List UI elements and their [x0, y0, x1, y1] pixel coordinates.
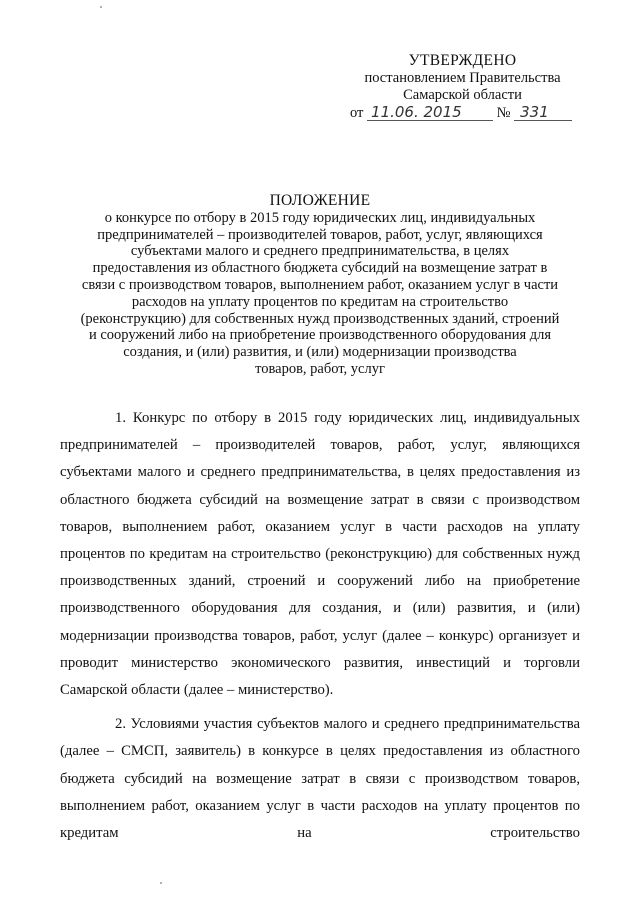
title-line: товаров, работ, услуг — [255, 360, 385, 377]
handwritten-date: 11.06. 2015 — [367, 105, 493, 121]
title-line: расходов на уплату процентов по кредитам на строительство — [131, 293, 509, 310]
document-title-block — [60, 193, 580, 378]
approval-line-1: постановлением Правительства — [364, 69, 561, 86]
title-line: предпринимателей – производителей товаров, работ, услуг, являющихся — [97, 226, 543, 243]
title-line: о конкурсе по отбору в 2015 году юридических лиц, индивидуальных — [104, 209, 536, 226]
number-prefix: № — [496, 104, 511, 121]
handwritten-number: 331 — [514, 105, 572, 121]
approval-date-line — [340, 102, 585, 123]
paragraph-2: 2. Условиями участия субъектов малого и среднего предпринимательства (далее – СМСП, заявитель) в конкурсе в целях предоставления из областного бюджета субсидий на возмещение затрат в связи с производством товаров, выполнением работ, оказанием услуг в части расходов на уплату процентов по кредитам на строительство — [60, 716, 580, 842]
approval-line-2: Самарской области — [403, 87, 522, 103]
title-line: создания, и (или) развития, и (или) модернизации производства — [123, 344, 517, 361]
title-line: связи с производством товаров, выполнением работ, оказанием услуг в части — [81, 276, 559, 293]
title-line: и сооружений либо на приобретение производственного оборудования для — [88, 327, 552, 344]
paragraph-1: 1. Конкурс по отбору в 2015 году юридических лиц, индивидуальных предпринимателей – производителей товаров, работ, услуг, являющихся субъектами малого и среднего предпринимательства, в целях предоставления из областного бюджета субсидий на возмещение затрат в связи с производством товаров, выполнением работ, оказанием услуг в части расходов на уплату процентов по кредитам на строительство (реконструкцию) для собственных нужд производственных зданий, строений и сооружений либо на приобретение производственного оборудования для создания, и (или) развития, и (или) модернизации производства товаров, работ, услуг (далее – конкурс) организует и проводит министерство экономического развития, инвестиций и торговли Самарской области (далее – министерство). — [60, 410, 580, 699]
title-line: субъектами малого и среднего предпринимательства, в целях — [130, 243, 510, 260]
scan-speck — [100, 6, 102, 8]
document-title: ПОЛОЖЕНИЕ — [269, 192, 371, 209]
document-body — [60, 405, 580, 854]
title-line: предоставления из областного бюджета субсидий на возмещение затрат в — [92, 260, 548, 277]
date-prefix: от — [350, 104, 364, 121]
scan-speck — [160, 882, 162, 884]
approval-heading: УТВЕРЖДЕНО — [408, 52, 517, 69]
approval-stamp — [340, 52, 585, 122]
title-line: (реконструкцию) для собственных нужд производственных зданий, строений — [80, 310, 560, 327]
